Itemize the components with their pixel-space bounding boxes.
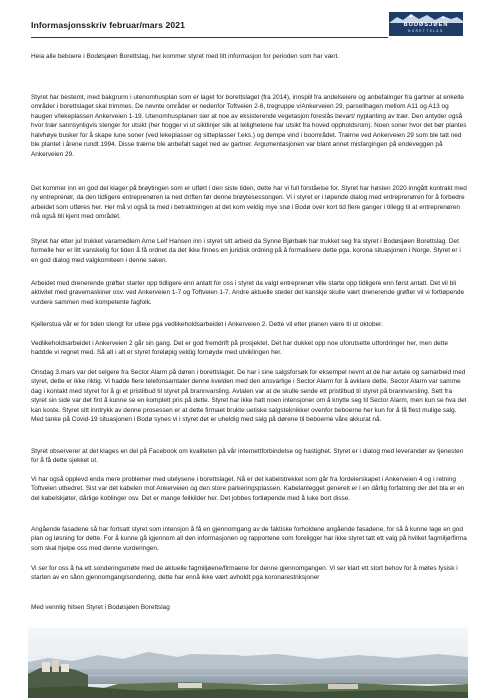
landscape-photo	[28, 628, 468, 698]
title-divider	[31, 37, 388, 38]
paragraph-sector-alarm: Onsdag 3.mars var det selgere fra Sector Alarm på døren i borettslaget. De har i sine salgsforsøk for eksempel nevnt at de har avtale og samarbeid med styret, dette er ikke riktig. Vi hadde flere telefonsamtaler denne kvelden med den ansvarlige i Sector Alarm for å avklare dette. Sector Alarm var samme dag i kontakt med styret for å gi et pristilbud til styret på brannvarsling. Avtalen var at de skulle sende ett pristilbud til styret på brannvarsling. Sett fra styret sin side var det fint å kunne se en komplett pris på dette. Styret har ikke hatt noen intensjoner om å knytte seg til Sector Alarm, men kun se hva det kan koste. Styret sitt inntrykk av denne prosessen er at dette firmaet brukte uetiske salgsteknikker ovenfor beboerne her kun for å få flest mulige salg. Med tanke på Covid-19 situasjonen i Bodø synes vi i styret det er uheldig med salg på dørene til beboerne våre akkurat nå.	[31, 369, 467, 424]
borettslag-logo	[389, 12, 463, 36]
signature: Med vennlig hilsen Styret i Bodøsjøen Borettslag	[31, 604, 170, 611]
logo-name: BODØSJØEN	[403, 22, 449, 28]
paragraph-snow-clearing: Det kommer inn en god del klager på brøytingen som er utført i den siste tiden, dette har vi full forståelse for. Styret har høsten 2020 inngått kontrakt med ny entreprenør, da den tidligere entreprenøren la ned driften før denne brøytesessongen. Vi i styret er i løpende dialog med entreprenøren for å forbedre arbeidet som utføres her. Her må vi også ta med i betraktningen at det kom veldig mye snø i Bodø over kort tid flere ganger i tillegg til at entreprenøren må også bli kjent med området.	[31, 185, 467, 221]
paragraph-maintenance: Vedlikeholdsarbeidet i Ankerveien 2 går sin gang. Det er god fremdrift på prosjektet. Det har dukket opp noe uforutsette utfordringer her, men dette haddde vi regnet med. Så alt i alt er styret foreløpig veldig fornøyde med utviklingen her.	[31, 340, 448, 357]
paragraph-basement-room: Kjellerstua vår er for tiden stengt for utleie pga vedlikeholdsarbeidet i Ankerveien 2. Dette vil etter planen være til ut oktober.	[31, 321, 383, 328]
page-title: Informasjonsskriv februar/mars 2021	[31, 20, 185, 30]
paragraph-meeting: Vi ser for oss å ha ett sonderingsmøte med de aktuelle fagmiljøene/firmaene for denne gjennomgangen. Vi ser klart ett stort behov for å møtes fysisk i starten av en sånn gjennomgang/sondering, dette har ennå ikke vært avholdt pga koronarestriksjoner	[31, 565, 458, 582]
logo-subtitle: BORETTSLAG	[408, 29, 444, 33]
paragraph-internet: Styret observerer at det klages en del på Facebook om kvaliteten på vår internettforbindelse og hastighet. Styret er i dialog med leverandør av tjenesten for å få dette sjekket ut.	[31, 448, 464, 465]
paragraph-outdoor-lights: Vi har også opplevd enda mere problemer med utelysene i borettslaget. Nå er det kabelstrekket som går fra fordelerskapet i Ankerveien 4 og i retning Toftveien utbedret. Sist var det kabelen mot Ankerveien og den store parkeringsplassen. Kabelanlegget generelt er i en dårlig forfatning der det bla er en del kabelskjøter, dårlige koblinger osv. Det er mange feilkilder her. Det jobbes fortløpende med å luke bort disse.	[31, 476, 465, 502]
paragraph-vegetation: Styret har bestemt, med bakgrunn i utenomhusplan som er laget for borettslaget (fra 2014), innspill fra andelseiere og anbefalinger fra gartner at enkelte områder i borettslaget skal trimmes. De nevnte områder er nedenfor Toftveien 2-6, tregruppe v/Ankerveien 29, parsellhagen mellom A11 og A13 og haugen v/lekeplassen Ankerveien 1-19. Utenomhusplanen sier at noe av eksisterende vegetasjon foreslås bevart/ nyplanting av trær. Den antyder også hvor trær sannsynligvis stenger for utsikt (her hogger vi ut siktlinjer slik at leilighetene har utsikt fra hoved oppholdsrom). Noen soner hvor det bør plantes halvhøye busker for å skape lune soner (ved lekeplasser og sitteplasser f.eks.) og dempe vind i boområdet. Trærne ved Ankerveien 29 som ble tatt ned ble plantet i årene rundt 1994. Disse trærne ble anbefalt saget ned av gartner. Argumentasjonen var blant annet misfargingen på endeveggen på Ankerveien 29.	[31, 94, 467, 158]
paragraph-greeting: Heia alle beboere i Bodøsjøen Borettslag, her kommer styret med litt informasjon for perioden som har vært.	[31, 53, 340, 60]
paragraph-board-members: Styret har etter jul trukket varamedlem Arne Leif Hansen inn i styret sitt arbeid da Synne Bjørbæk har trukket seg fra styret i Bodøsjøen Borettslag. Det formelle her er litt vanskelig for tiden å få ordnet da det ikke finnes en juridisk ordning på å formalisere dette pga. korona situasjonen i Norge. Styret er i en god dialog med valgkomiteen i denne saken.	[31, 238, 461, 264]
paragraph-facades: Angående fasadene så har fortsatt styret som intensjon å få en gjennomgang av de faktiske forholdene angående fasadene, for så å kunne lage en god plan og løsning for dette. For å kunne gå igjennom all den informasjonen og rapportene som foreligger har ikke styret tatt ett valg på hvilket fagmiljø/firma som skal hjelpe oss med denne vurderingen.	[31, 526, 467, 552]
paragraph-drainage: Arbeidet med drenerende grøfter starter opp tidligere enn antatt for oss i styret da valgt entreprenør ville starte opp tidligere enn først antatt. Det vil bli aktivitet med gravemaskiner osv. ved Ankerveien 1-7 og Toftveien 1-7. Andre aktuelle steder det kanskje skulle vært drenerende grøfter vil vi fortløpende vurdere sammen med kompetente fagfolk.	[31, 280, 465, 306]
landscape-image-icon	[28, 628, 468, 698]
